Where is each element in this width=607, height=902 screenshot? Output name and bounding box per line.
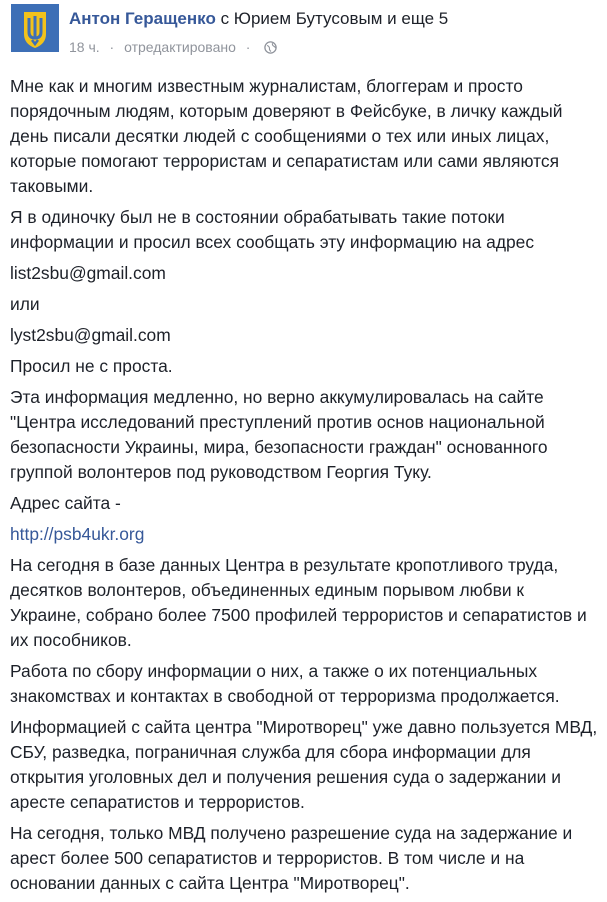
- paragraph: На сегодня в базе данных Центра в результате кропотливого труда, десятков волонтеров, объединенных единым порывом любви к Украине, собрано более 7500 профилей террористов и сепаратистов и их пособников.: [10, 555, 587, 650]
- paragraph: Адрес сайта -: [10, 493, 121, 513]
- paragraph: или: [10, 294, 40, 314]
- author-name-link[interactable]: Антон Геращенко: [69, 9, 216, 28]
- meta-separator: ·: [109, 39, 115, 55]
- site-link[interactable]: http://psb4ukr.org: [10, 524, 145, 544]
- author-avatar[interactable]: [11, 4, 59, 52]
- globe-icon[interactable]: [264, 40, 277, 58]
- paragraph: Информацией с сайта центра "Миротворец" уже давно пользуется МВД, СБУ, разведка, пограничная служба для сбора информации для открытия уголовных дел и получения решения суда о задержании и аресте сепаратистов и террористов.: [10, 717, 598, 812]
- author-line: [69, 8, 448, 30]
- paragraph: Эта информация медленно, но верно аккумулировалась на сайте "Центра исследований преступлений против основ национальной безопасности Украины, мира, безопасности граждан" основанного группой волонтеров под руководством Георгия Туку.: [10, 387, 548, 482]
- paragraph: Мне как и многим известным журналистам, блоггерам и просто порядочным людям, которым доверяют в Фейсбуке, в личку каждый день писали десятки людей с сообщениями о тех или иных лицах, которые помогают террористам и сепаратистам или сами являются таковыми.: [10, 76, 563, 196]
- paragraph: Работа по сбору информации о них, а также о их потенциальных знакомствах и контактах в свободной от терроризма продолжается.: [10, 661, 560, 706]
- email-address: list2sbu@gmail.com: [10, 263, 166, 283]
- post-header: [0, 0, 607, 62]
- trident-emblem-icon: [11, 4, 59, 52]
- email-address-alt: lyst2sbu@gmail.com: [10, 325, 171, 345]
- paragraph: Я в одиночку был не в состоянии обрабатывать такие потоки информации и просил всех сообщать эту информацию на адрес: [10, 207, 535, 252]
- paragraph: На сегодня, только МВД получено разрешение суда на задержание и арест более 500 сепаратистов и террористов. В том числе и на основании данных с сайта Центра "Миротворец".: [10, 823, 573, 893]
- meta-separator-2: ·: [245, 39, 251, 55]
- edited-label[interactable]: отредактировано: [124, 39, 236, 55]
- post-body: [10, 74, 599, 902]
- paragraph: Просил не с проста.: [10, 356, 173, 376]
- tagged-with-text[interactable]: с Юрием Бутусовым и еще 5: [220, 9, 449, 28]
- site-link-paragraph: [10, 522, 599, 547]
- post-meta: [69, 38, 277, 58]
- post-time[interactable]: 18 ч.: [69, 39, 100, 55]
